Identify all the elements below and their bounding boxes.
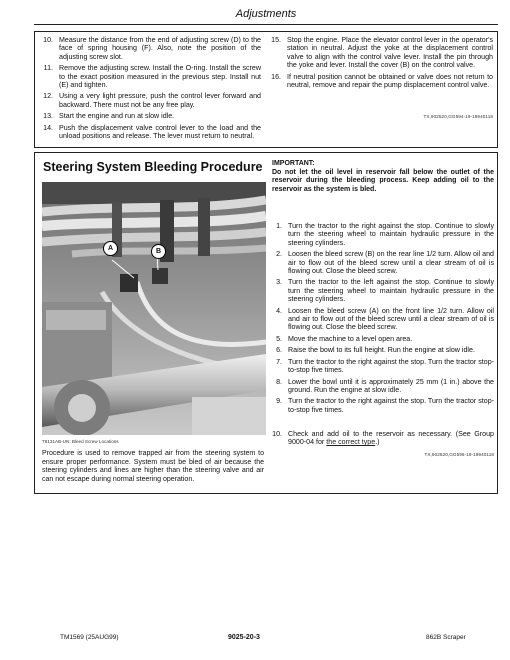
top-left-steps [37,36,261,143]
list-item [266,278,494,303]
step-number: 10. [272,430,282,438]
step-number: 14. [43,123,53,132]
bottom-reference: TX,902520,GG596-19-19940118 [424,452,494,457]
step-text: Stop the engine. Place the elevator control lever in the operator's station in neutral. Adjust the yoke at the displacement control valve to align with the control valve lever. Install the pin through the yoke and lever. Install the cover (B) on the control valve. [287,36,493,70]
list-item [266,307,494,332]
list-item [266,430,494,447]
section-title: Steering System Bleeding Procedure [43,160,263,174]
top-right-steps [265,36,493,92]
step-number: 8. [276,377,282,386]
step-text: Start the engine and run at slow idle. [59,112,175,121]
footer-left: TM1569 (25AUG99) [60,634,119,641]
step-text: Loosen the bleed screw (B) on the rear line 1/2 turn. Allow oil and air to flow out of the bleed screw until a clear stream of oil is flowing out. Close the bleed screw. [288,250,494,276]
step-text: Loosen the bleed screw (A) on the front line 1/2 turn. Allow oil and air to flow out of the bleed screw until a clear stream of oil is flowing out. Close the bleed screw. [288,306,494,332]
step-number: 16. [271,72,281,81]
step-text: Using a very light pressure, push the control lever forward and backward. There must not be any free play. [59,92,261,109]
step-text: Remove the adjusting screw. Install the O-ring. Install the screw to the exact position measured in the previous step. Install nut (E) and tighten. [59,64,261,90]
list-item [37,112,261,120]
important-heading: IMPORTANT: [272,160,315,167]
step-number: 12. [43,92,53,101]
step-text: Turn the tractor to the right against the stop. Turn the tractor stop-to-stop five times. [288,397,494,414]
step-text [288,430,494,447]
step-number: 9. [276,397,282,406]
step-text: Turn the tractor to the right against the stop. Turn the tractor stop-to-stop five times. [288,357,494,375]
step-text: Move the machine to a level open area. [288,334,413,343]
list-item [266,358,494,375]
step-number: 4. [276,306,282,315]
step-10-tail: .) [375,438,380,447]
list-item [265,73,493,90]
list-item [37,36,261,61]
step-number: 7. [276,357,282,366]
list-item [266,346,494,354]
step-10-text: Check and add oil to the reservoir as necessary. (See Group 9000-04 for [288,430,494,447]
step-text: Push the displacement valve control lever to the load and the unload positions and release. The lever must return to neutral. [59,123,261,141]
step-number: 6. [276,346,282,355]
top-reference: TX,902520,GG594-19-19940118 [423,114,493,119]
photo-caption: T8131AB-UN: Bleed Screw Locations [42,439,119,444]
callout-b: B [151,244,166,259]
list-item [266,335,494,343]
list-item [265,36,493,70]
list-item [266,222,494,247]
step-text: Raise the bowl to its full height. Run the engine at slow idle. [288,346,475,355]
important-note [272,160,494,194]
bleed-step-10 [266,430,494,450]
list-item [266,378,494,395]
correct-type-link[interactable]: the correct type [326,438,376,447]
header-rule [34,24,498,25]
procedure-text: Procedure is used to remove trapped air from the steering system to ensure proper performance. System must be bled of air because the steering cylinders and lines are higher than the steering valve and air can not escape during normal steering operation. [42,450,264,483]
bleed-screw-photo-image [42,182,266,435]
step-number: 1. [276,222,282,230]
step-number: 5. [276,334,282,343]
step-text: If neutral position cannot be obtained or valve does not return to neutral, remove and repair the pump displacement control valve. [287,72,493,90]
list-item [37,64,261,89]
footer-right: 862B Scraper [426,634,466,641]
list-item [266,397,494,414]
list-item [266,250,494,275]
list-item [37,92,261,109]
step-text: Measure the distance from the end of adjusting screw (D) to the face of spring housing (F). Also, note the position of the adjusting screw slot. [59,36,261,61]
bleed-steps [266,222,494,417]
top-section-box [34,31,498,148]
important-body: Do not let the oil level in reservoir fall below the outlet of the reservoir during the bleeding process. Keep adding oil to the reservoir as the system is bled. [272,168,494,193]
step-number: 2. [276,250,282,259]
step-number: 3. [276,278,282,287]
list-item [37,124,261,141]
footer-center: 9025-20-3 [228,634,260,641]
page-header-title: Adjustments [235,8,297,20]
step-text: Turn the tractor to the left against the stop. Continue to slowly turn the steering wheel to maintain hydraulic pressure in the steering cylinders. [288,278,494,304]
step-number: 15. [271,36,281,44]
step-number: 11. [43,64,53,73]
step-text: Turn the tractor to the right against the stop. Continue to slowly turn the steering wheel to maintain hydraulic pressure in the steering cylinders. [288,222,494,247]
callout-a: A [103,241,118,256]
step-number: 13. [43,112,53,121]
bleed-screw-photo [42,182,266,435]
step-text: Lower the bowl until it is approximately 25 mm (1 in.) above the ground. Run the engine at slow idle. [288,377,494,394]
step-number: 10. [43,36,53,44]
